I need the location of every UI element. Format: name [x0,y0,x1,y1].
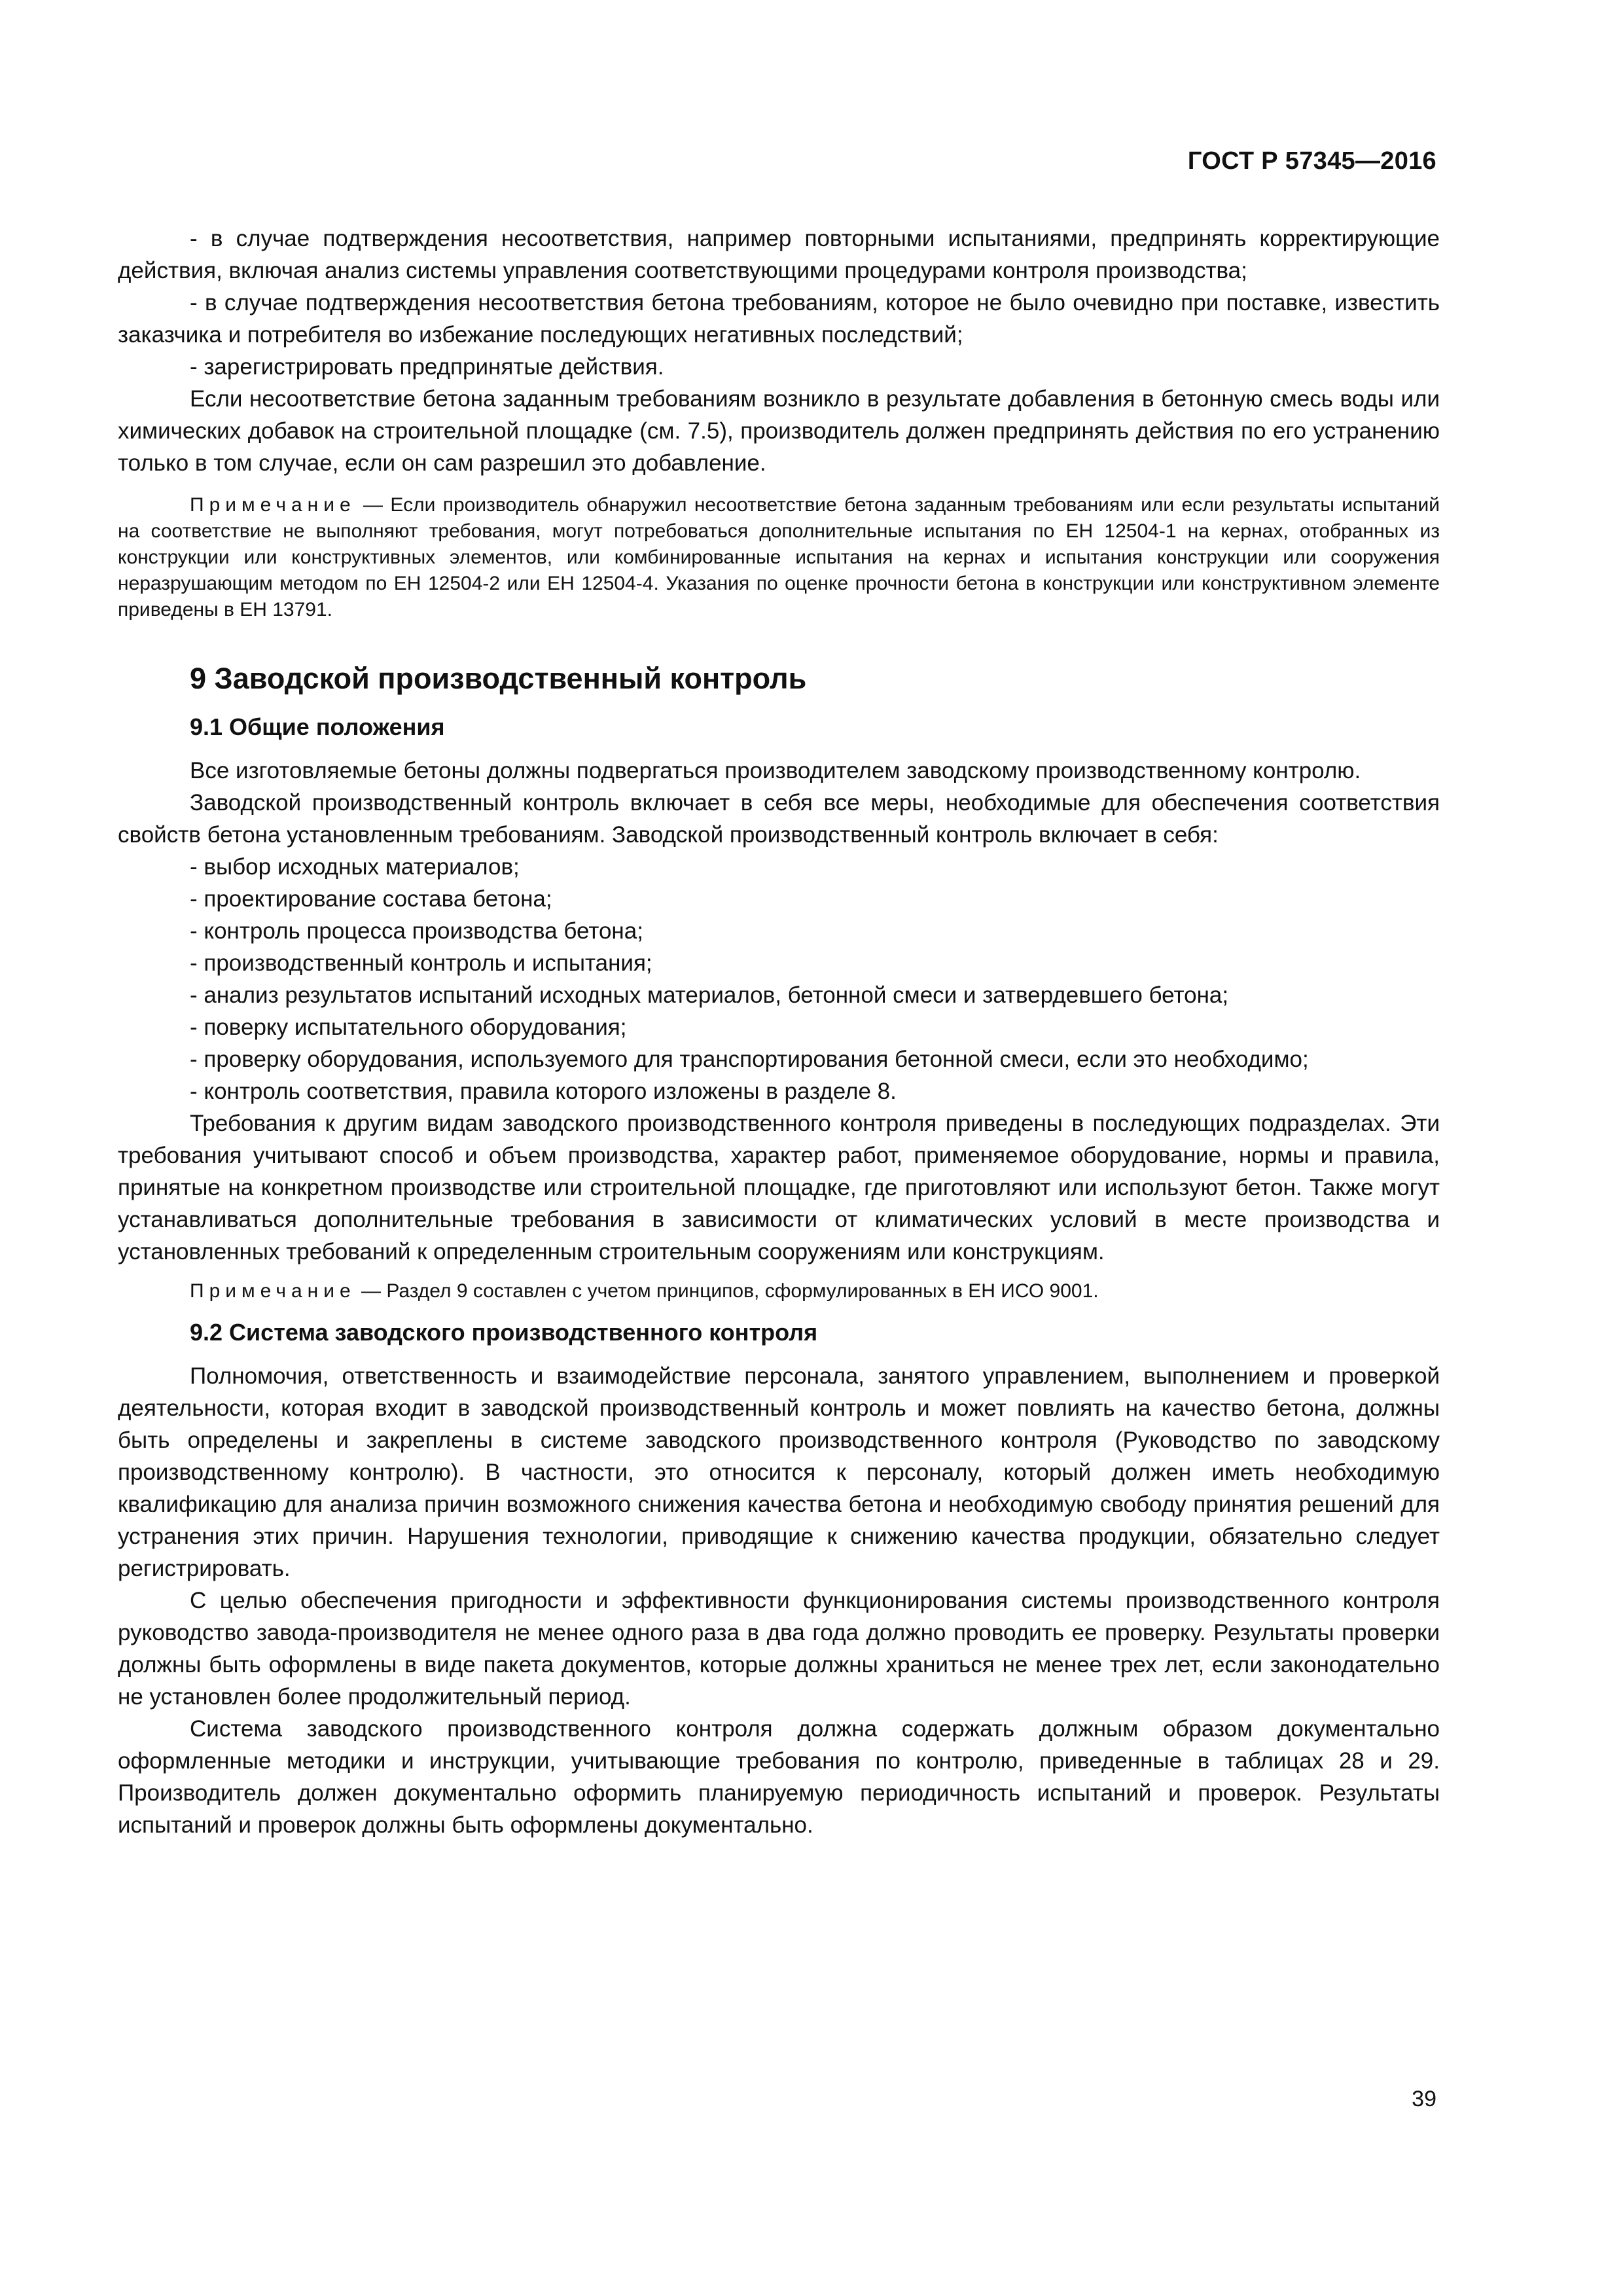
paragraph-action-corrective: - в случае подтверждения несоответствия, например повторными испытаниями, предпринять корректирующие действия, включая анализ системы управления соответствующими процедурами контроля производства; [118,226,1440,283]
paragraph: Все изготовляемые бетоны должны подвергаться производителем заводскому производственному контролю. [190,758,1361,783]
paragraph: Система заводского производственного контроля должна содержать должным образом документально оформленные методики и инструкции, учитывающие требования по контролю, приведенные в таблицах 28 и 29. Производитель должен документально оформить планируемую периодичность испытаний и проверок. Результаты испытаний и проверок должны быть оформлены документально. [118,1716,1440,1838]
paragraph-nonconformity-site: Если несоответствие бетона заданным требованиям возникло в результате добавления в бетонную смесь воды или химических добавок на строительной площадке (см. 7.5), производитель должен предпринять действия по его устранению только в том случае, если он сам разрешил это добавление. [118,386,1440,476]
paragraph: Полномочия, ответственность и взаимодействие персонала, занятого управлением, выполнением и проверкой деятельности, которая входит в заводской производственный контроль и может повлиять на качество бетона, должны быть определены и закреплены в системе заводского производственного контроля (Руководство по заводскому производственному контролю). В частности, это относится к персоналу, который должен иметь необходимую квалификацию для анализа причин возможного снижения качества бетона и необходимую свободу принятия решений для устранения этих причин. Нарушения технологии, приводящие к снижению качества продукции, обязательно следует регистрировать. [118,1363,1440,1581]
document-body [118,223,1440,1841]
note-2 [118,1278,1440,1304]
list-item: - выбор исходных материалов; [190,854,520,880]
note-1 [118,492,1440,623]
note-text: — Если производитель обнаружил несоответствие бетона заданным требованиям или если результаты испытаний на соответствие не выполняют требования, могут потребоваться дополнительные испытания по ЕН 12504-1 на кернах, отобранных из конструкции или конструктивных элементов, или комбинированные испытания на кернах и испытания конструкции или сооружения неразрушающим методом по ЕН 12504-2 или ЕН 12504-4. Указания по оценке прочности бетона в конструкции или конструктивном элементе приведены в ЕН 13791. [118,494,1440,620]
paragraph: Требования к другим видам заводского производственного контроля приведены в последующих подразделах. Эти требования учитывают способ и объем производства, характер работ, применяемое оборудование, нормы и правила, принятые на конкретном производстве или строительной площадке, где приготовляют или используют бетон. Также могут устанавливаться дополнительные требования в зависимости от климатических условий в месте производства и установленных требований к определенным строительным сооружениям или конструкциям. [118,1111,1440,1265]
note-text: — Раздел 9 составлен с учетом принципов, сформулированных в ЕН ИСО 9001. [355,1280,1099,1302]
paragraph: С целью обеспечения пригодности и эффективности функционирования системы производственного контроля руководство завода-производителя не менее одного раза в два года должно проводить ее проверку. Результаты проверки должны быть оформлены в виде пакета документов, которые должны храниться не менее трех лет, если законодательно не установлен более продолжительный период. [118,1588,1440,1710]
list-item: - проектирование состава бетона; [190,886,552,912]
paragraph-action-notify: - в случае подтверждения несоответствия бетона требованиям, которое не было очевидно при поставке, известить заказчика и потребителя во избежание последующих негативных последствий; [118,290,1440,348]
subsection-title-9-1: 9.1 Общие положения [190,713,445,740]
paragraph-action-register: - зарегистрировать предпринятые действия. [190,354,664,380]
document-header: ГОСТ Р 57345—2016 [1187,147,1436,175]
list-item: - производственный контроль и испытания; [190,950,652,976]
list-item: - поверку испытательного оборудования; [190,1014,627,1040]
list-item: - контроль процесса производства бетона; [190,918,643,944]
page-number: 39 [1412,2087,1436,2111]
control-list [118,851,1440,1107]
list-item: - анализ результатов испытаний исходных материалов, бетонной смеси и затвердевшего бетона; [190,982,1229,1008]
section-title: 9 Заводской производственный контроль [190,662,807,695]
subsection-title-9-2: 9.2 Система заводского производственного контроля [190,1319,818,1346]
paragraph: Заводской производственный контроль включает в себя все меры, необходимые для обеспечения соответствия свойств бетона установленным требованиям. Заводской производственный контроль включает в себя: [118,790,1440,848]
list-item: - контроль соответствия, правила которого изложены в разделе 8. [190,1079,897,1104]
note-label: Примечание [190,1280,356,1302]
list-item: - проверку оборудования, используемого для транспортирования бетонной смеси, если это необходимо; [190,1047,1309,1072]
note-label: Примечание [190,494,356,516]
